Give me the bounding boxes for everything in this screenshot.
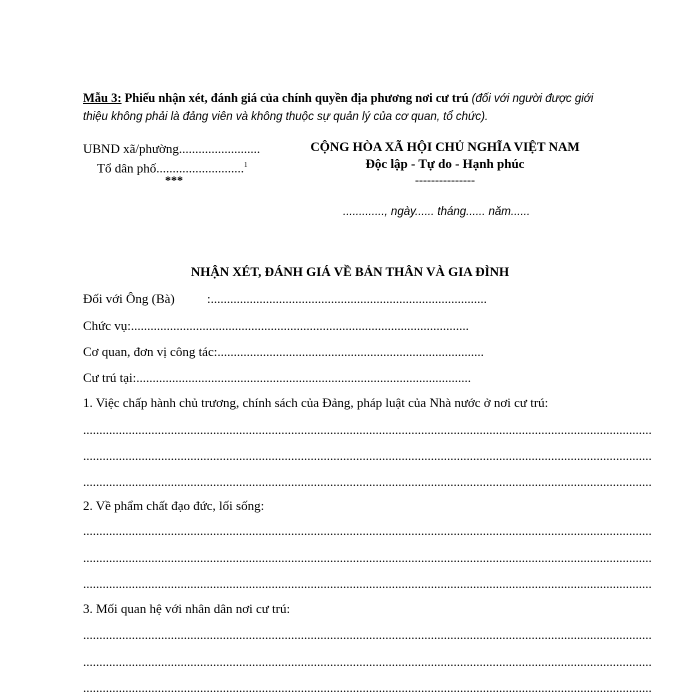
- country-name: CỘNG HÒA XÃ HỘI CHỦ NGHĨA VIỆT NAM: [310, 139, 580, 154]
- motto-underline: ---------------: [415, 173, 475, 187]
- form-title: Phiếu nhận xét, đánh giá của chính quyền địa phương nơi cư trú: [124, 91, 469, 105]
- person-label: Đối với Ông (Bà): [83, 291, 175, 306]
- dotted-line: ...............................................................................................................................................................................: [83, 448, 652, 463]
- document-title: NHẬN XÉT, ĐÁNH GIÁ VỀ BẢN THÂN VÀ GIA ĐÌNH: [190, 264, 510, 279]
- dotted-line: ...............................................................................................................................................................................: [83, 523, 652, 538]
- national-motto: Độc lập - Tự do - Hạnh phúc: [365, 156, 525, 171]
- header-stars: ***: [165, 173, 183, 187]
- position-field: Chức vụ:........................................................................................................: [83, 318, 469, 333]
- right-header: [295, 138, 595, 189]
- question-1: 1. Việc chấp hành chủ trương, chính sách của Đảng, pháp luật của Nhà nước ở nơi cư trú:: [83, 395, 549, 410]
- dotted-line: ...............................................................................................................................................................................: [83, 680, 652, 695]
- question-2: 2. Về phẩm chất đạo đức, lối sống:: [83, 498, 265, 513]
- person-field: [83, 291, 487, 307]
- form-intro: [83, 90, 603, 126]
- commune-line: UBND xã/phường.........................: [83, 141, 261, 156]
- form-note: (đối với người được giới thiệu không phải là đảng viên và không thuộc sự quản lý của cơ quan, tổ chức).: [83, 93, 594, 123]
- dotted-line: ...............................................................................................................................................................................: [83, 576, 652, 591]
- person-value: :.....................................................................................: [207, 291, 487, 306]
- neighborhood-text: Tổ dân phố...........................: [97, 160, 244, 176]
- dotted-line: ...............................................................................................................................................................................: [83, 627, 652, 642]
- dotted-line: ...............................................................................................................................................................................: [83, 474, 652, 489]
- dotted-line: ...............................................................................................................................................................................: [83, 422, 652, 437]
- residence-field: Cư trú tại:.......................................................................................................: [83, 370, 472, 385]
- agency-field: Cơ quan, đơn vị công tác:..................................................................................: [83, 344, 484, 359]
- footnote-mark: 1: [243, 161, 248, 169]
- left-header: [83, 140, 260, 176]
- dotted-line: ...............................................................................................................................................................................: [83, 654, 652, 669]
- question-3: 3. Mối quan hệ với nhân dân nơi cư trú:: [83, 601, 291, 616]
- date-line: ............., ngày...... tháng...... năm......: [343, 206, 531, 218]
- form-number: Mẫu 3:: [83, 91, 122, 105]
- dotted-line: ...............................................................................................................................................................................: [83, 550, 652, 565]
